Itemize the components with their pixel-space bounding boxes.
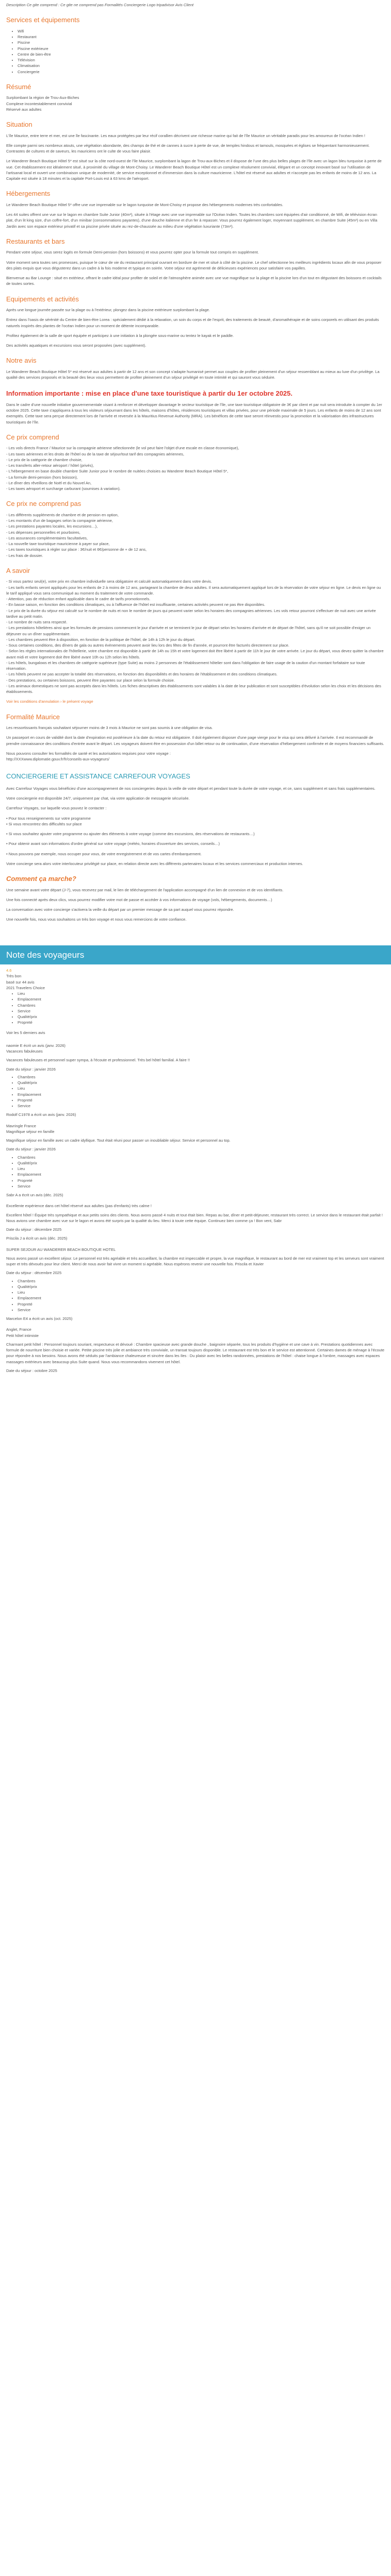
review-text: Charmant petit hôtel : Personnel toujours souriant, respectueux et dévoué : Chambre spacieuse avec grande douche , baignoire séparée, tous les produits d'hygiène et une cave à vin. Prestations quotidiennes avec formule de nourriture bien choisie et variée. Petite piscine très jolie et ambiance très conviviale, un transat toujours disponible. Le restaurant est très bon et le service est attentionné. Certaines dames de ménage à l'écoute pour répondre à nos besoins. Nous avons été séduits par l'ambiance chaleureuse et sincère dans les Iles : Du plaisir avec les belles randonnées, prestations de l'hôtel : chaise longue à l'ombre, massages avec espaces massages extérieurs avec beaucoup plus Suite quand. Nous vous recommandons vivement cet hôtel. <box>6 1342 385 1364</box>
ne-comprend-line: - Les taxes touristiques à régler sur place : 3€/nuit et 6€/personne de + de 12 ans, <box>6 547 147 552</box>
restaurants-title: Restaurants et bars <box>6 237 65 245</box>
formalite-p1: Les ressortissants français souhaitant séjourner moins de 3 mois à Maurice ne sont pas soumis à une obligation de visa. <box>6 725 213 730</box>
review-date: Date du séjour : décembre 2025 <box>6 1270 62 1276</box>
review-title: Magnifique séjour en famille <box>6 1129 55 1134</box>
ce-prix-ne-comprend-pas-title: Ce prix ne comprend pas <box>6 500 82 508</box>
a-savoir-line: - Le prix de la durée du séjour est calculé sur le nombre de nuits et non le nombre de jours qui peuvent varier selon les horaires des compagnies aériennes. Les vols retour pourront s'effectuer de nuit avec une arrivée tardive au petit matin. <box>6 608 376 619</box>
ne-comprend-line: - Les prestations payantes locales, les excursions…), <box>6 524 98 529</box>
comprend-line: - Le dîner des rêveillons de Noël et du Nouvel An, <box>6 480 92 485</box>
a-savoir-line: - Les hôtels peuvent ne pas accepter la totalité des réservations, en fonction des disponibilités et des horaires de l'établissement et des conditions climatiques. <box>6 672 278 677</box>
review-criterion: • Service <box>18 1103 385 1109</box>
equipements-title: Equipements et activités <box>6 295 79 303</box>
service-item: • Télévision <box>18 57 385 63</box>
service-item: • Climatisation <box>18 63 385 69</box>
review-criterion: • Chambres <box>18 1278 385 1284</box>
comment-p4: Une nouvelle fois, nous vous souhaitons un très bon voyage et nous vous remercions de votre confiance. <box>6 917 187 922</box>
review-date: Date du séjour : octobre 2025 <box>6 1368 57 1373</box>
restaurants-p3: Bienvenue au Bar Lounge : situé en extérieur, offrant le cadre idéal pour profiter de soleil et de l'atmosphère animée avec une vue magnifique sur la plage et la piscine lors d'un tout en dégustant des boissons et cocktails de toutes sortes. <box>6 276 382 286</box>
rating-criteria-list <box>6 991 385 1026</box>
rating-total: basé sur 44 avis <box>6 979 35 985</box>
review-criterion: • Chambres <box>18 1074 385 1080</box>
info-title: Information importante : mise en place d'une taxe touristique à partir du 1er octobre 2025. <box>6 389 292 398</box>
review-item <box>6 1043 385 1118</box>
service-item: • Piscine extérieure <box>18 46 385 52</box>
conciergerie-title: CONCIERGERIE ET ASSISTANCE CARREFOUR VOYAGES <box>6 772 190 781</box>
conciergerie-p4: • Pour tous renseignements sur votre programme • Si vous rencontrez des difficultés sur place <box>6 816 91 826</box>
review-author: Anglet, France <box>6 1327 31 1332</box>
review-criteria <box>6 1278 385 1313</box>
resume-title: Résumé <box>6 82 31 91</box>
review-date: Date du séjour : janvier 2026 <box>6 1147 56 1152</box>
comprend-line: - Les taxes aériennes et les droits de l'hôtel ou de la taxe de séjour/tout tarif des compagnies aériennes, <box>6 451 184 456</box>
service-item: • Wifi <box>18 28 385 34</box>
equipements-p1: Après une longue journée passée sur la plage ou à l'extérieur, plongez dans la piscine extérieure surplombant la plage. <box>6 308 210 312</box>
a-savoir-line: - En basse saison, en fonction des conditions climatiques, ou à l'affluence de l'hôtel est insuffisante, certaines activités peuvent ne pas être disponibles. <box>6 602 266 607</box>
service-item: • Piscine <box>18 40 385 45</box>
formalite-p3: Nous pouvons consulter les formalités de santé et les autorisations requises pour votre voyage : http://XXXwww.diplomatie.gouv.fr/fr/conseils-aux-voyageurs/ <box>6 751 171 761</box>
situation-p3: Le Wanderer Beach Boutique Hôtel 5* est situé sur la côte nord-ouest de l'île Maurice, surplombant la lagon de Trou-aux-Biches et il dispose de l'une des plus belles plages de l'île avec un lagon bleu turquoise à perte de vue. Cet établissement est idéalement situé, à proximité du village de Mont-Choisy. Le Wanderer Beach Boutique Hôtel est un complexe résolument convivial, élégant et un concept innovant basé sur l'utilisation de l'artisanat local et ouvert une combinaison unique de modernité, de service exceptionnel et d'immersion dans la culture mauricienne. L'hôtel est réservé aux adultes et n'accepte pas les enfants de moins de 12 ans. La Capitale est située à 18 minutes et la capitale Port-Louis est à 63 kms de l'aéroport. <box>6 159 382 181</box>
comprend-line: - Les transferts aller-retour aéroport / hôtel (privés), <box>6 463 94 468</box>
ce-prix-ne-comprend-pas-list <box>6 512 385 558</box>
top-nav-line[interactable]: Description Ce gite comprend : Ce gite ne comprend pas Formalités Conciergerie Logo tripadvisor Avis Client <box>6 3 194 7</box>
ne-comprend-line: - La nouvelle taxe touristique mauricienne à payer sur place, <box>6 541 110 546</box>
review-criterion: • Lieu <box>18 1290 385 1295</box>
review-criterion: • Chambres <box>18 1155 385 1160</box>
formalite-title: Formalité Maurice <box>6 713 60 721</box>
rating-criterion: • Emplacement <box>18 996 385 1002</box>
comprend-line: - Les vols directs France / Maurice sur la compagnie aérienne sélectionnée (le vol peut faire l'objet d'une escale en classe économique), <box>6 446 239 451</box>
rating-score: 4.6 <box>6 968 12 973</box>
review-title: SUPER SEJOUR AU WANDERER BEACH BOUTIQUE HOTEL <box>6 1247 116 1252</box>
conciergerie-p5: • Si vous souhaitez ajouter votre programme ou ajouter des éléments à votre voyage (comme des excursions, des réservations de restaurants…) <box>6 832 255 836</box>
equipements-p2: Entrez dans l'oasis de sérénité du Centre de bien-être Lorea : spécialement dédié à la relaxation, un soin du corps et de l'esprit, des traitements de beauté, d'aromathérapie et de soins corporels en utilisant des produits naturels inspirés des plantes de l'océan Indien pour un moment de détente incomparable. <box>6 317 379 328</box>
comprend-line: - L'hébergement en base double chambre Suite Junior pour le nombre de nuitées choisies au Wanderer Beach Boutique Hôtel 5*, <box>6 469 229 474</box>
equipements-p3: Profitez également de la salle de sport équipée et participez à une initiation à la plongée sous-marine ou tentez le kayak et le paddle. <box>6 333 234 338</box>
travelers-choice: 2021 Travelers Choice <box>6 985 45 990</box>
review-criterion: • Emplacement <box>18 1092 385 1097</box>
review-author: naomie E écrit un avis (janv. 2026) <box>6 1043 66 1048</box>
rating-criterion: • Chambres <box>18 1003 385 1008</box>
a-savoir-line: - Attention, pas de réduction enfant applicable dans le cadre de tarifs promotionnels. <box>6 597 151 601</box>
last-reviews-label[interactable]: Voir les 5 derniers avis <box>6 1030 45 1035</box>
ce-prix-comprend-list <box>6 445 385 492</box>
review-title: Vacances fabuleuses <box>6 1049 43 1054</box>
review-criterion: • Emplacement <box>18 1295 385 1301</box>
ne-comprend-line: - Les frais de dossier. <box>6 553 43 558</box>
hotel-description <box>0 0 391 936</box>
situation-title: Situation <box>6 121 32 128</box>
hebergements-p2: Les 44 suites offrent une vue sur le lagon en chambre Suite Junior (40m²), située à l'étage avec une vue imprenable sur l'Océan Indien. Toutes les chambres sont équipées d'air conditionné, de Wifi, de télévision écran plat, d'un lit king size, d'un coffre-fort, d'un minibar (consommations payantes), d'une douche italienne et d'un fer à repasser. Vous pourrez également loger, moyennant supplément, en chambre Suite (45m²) ou en Villa Jardin avec son espace extérieur privatif et sa piscine privée située au rez-de-chaussée au milieu d'une végétation luxuriante (73m²). <box>6 212 378 229</box>
ce-prix-comprend-title: Ce prix comprend <box>6 433 59 441</box>
hebergements-title: Hébergements <box>6 190 51 198</box>
rating-summary <box>6 968 385 1036</box>
review-criterion: • Qualité/prix <box>18 1080 385 1086</box>
service-item: • Restaurant <box>18 34 385 40</box>
rating-criterion: • Qualité/prix <box>18 1014 385 1020</box>
a-savoir-line: - Les prestations hôtelières ainsi que les formules de pensions commencent le jour d'arrivée et se terminent le jour de départ selon les horaires d'arrivée et de départ de l'hôtel, sans qu'il ne soit possible d'exiger un déjeuner ou un dîner supplémentaire. <box>6 625 371 636</box>
a-savoir-line: - Sous certaines conditions, des dîners de gala ou autres évènements peuvent avoir lieu lors des fêtes de fin d'année, et pourront être facturés directement sur place. <box>6 643 289 648</box>
notre-avis-p1: Le Wanderer Beach Boutique Hôtel 5* est réservé aux adultes à partir de 12 ans et son concept s'adapte humanisé permet aux couples de profiter pleinement d'un séjour ressemblant au mieux au luxe d'un privilège. La qualité des services proposés et la beauté des lieux vous permettent de profiter pleinement d'un séjour privilégié en toute intimité et qui sauront vous séduire. <box>6 369 380 380</box>
review-criterion: • Lieu <box>18 1086 385 1091</box>
review-criterion: • Service <box>18 1307 385 1313</box>
service-item: • Centre de bien-être <box>18 52 385 57</box>
comprend-line: - Le prix de la catégorie de chambre choisie, <box>6 457 83 462</box>
a-savoir-list <box>6 579 385 694</box>
a-savoir-line: - Si vous partez seul(e), votre prix en chambre individuelle sera obligatoire et calculé automatiquement dans votre devis. <box>6 579 212 584</box>
review-criterion: • Qualité/prix <box>18 1160 385 1166</box>
review-next-author: Rodolf C1978 a écrit un avis (janv. 2026) <box>6 1112 76 1117</box>
review-author: Mavringle France <box>6 1123 36 1128</box>
rating-label: Très bon <box>6 974 22 979</box>
comment-title: Comment ça marche? <box>6 875 76 883</box>
review-text: Excellent hôtel ! Équipe très sympathique et aux petits soins des clients. Nous avons passé 4 nuits et tout était bien. Repas au bar, dîner et petit-déjeuner, restaurant très correct. Le service dans le restaurant était parfait ! Nous avions une chambre avec vue sur le lagon et avons été surpris par la qualité du lieu. Merci à toute cette équipe. Continuez bien comme ça ! Bon vent, Sabr <box>6 1212 383 1223</box>
formalite-p2: Un passeport en cours de validité dont la date d'expiration est postérieure à la date du retour est obligatoire. Il doit également disposer d'une page vierge pour le visa qui sera délivré à l'arrivée. Il est recommandé de prendre connaissance des conditions d'entrée avant le départ. Les voyageurs doivent être en possession d'un billet retour ou de continuation, d'une réservation d'hébergement confirmée et de moyens financiers suffisants. <box>6 735 384 746</box>
a-savoir-line: - Les chambres peuvent être à disposition, en fonction de la politique de l'hôtel, de 14h à 12h le jour du départ. <box>6 637 196 642</box>
conciergerie-p2: Votre conciergerie est disponible 24/7, uniquement par chat, via votre application de messagerie sécurisée. <box>6 796 190 801</box>
rating-criterion: • Service <box>18 1008 385 1014</box>
review-date: Date du séjour : janvier 2026 <box>6 1066 56 1072</box>
comment-p3: La conversation avec votre concierge s'activera la veille du départ par un premier message de sa part auquel vous pourrez répondre. <box>6 907 234 912</box>
ne-comprend-line: - Les assurances complémentaires facultatives, <box>6 535 88 540</box>
review-criteria <box>6 1155 385 1190</box>
info-p1: Dans le cadre d'une nouvelle initiative gouvernementale visant à renforcer et développer davantage le secteur touristique de l'île, une taxe touristique obligatoire de 3€ par client et par nuit sera introduite à compter du 1er octobre 2025. Cette taxe s'appliquera à tous les visiteurs séjournant dans les hôtels, maisons d'hôtes, résidences touristiques et villas privées, pour une période maximale de 5 jours. Les enfants de moins de 12 ans sont exemptés. Cette taxe sera perçue directement lors de l'arrivée et reversée à la Mauritius Revenue Authority (MRA). Les bénéfices de cette taxe seront réinvestis pour la promotion et la valorisation des infrastructures touristiques de l'île. <box>6 402 382 425</box>
review-item <box>6 1203 385 1241</box>
restaurants-p2: Votre moment sera toutes ses promesses, puisque le cœur de vie du restaurant principal ouvrant en bordure de mer et situé à côté de la piscine. Le chef sélectionne les meilleurs ingrédients locaux afin de vous proposer des plats exquis que vous dégusterez dans un cadre à la fois moderne et typique en soirée. Votre séjour est agrémenté de délicieuses expériences pour satisfaire vos papilles. <box>6 260 382 270</box>
reviews-list <box>6 1043 385 1374</box>
review-criterion: • Emplacement <box>18 1172 385 1177</box>
review-criteria <box>6 1074 385 1109</box>
restaurants-p1: Pendant votre séjour, vous serez logés en formule Demi-pension (hors boissons) et vous pourrez opter pour la formule tout compris en supplément. <box>6 250 259 255</box>
a-savoir-title: A savoir <box>6 566 30 574</box>
situation-p1: L'île Maurice, entre terre et mer, est une île fascinante. Les eaux protégées par leur récif corallien décrivent une richesse marine qui fait de l'île Maurice un véritable paradis pour les amoureux de l'océan Indien ! <box>6 133 365 138</box>
a-savoir-line: - Le nombre de nuits sera respecté. <box>6 620 68 624</box>
services-title: Services et équipements <box>6 16 80 24</box>
review-title: Excellente expérience dans cet hôtel réservé aux adultes (pas d'enfants) très calme ! <box>6 1204 152 1209</box>
a-savoir-line: - Les animaux domestiques ne sont pas acceptés dans les hôtels. Les fiches descriptives des établissements sont valables à la date de leur publication et sont susceptibles d'évolution selon les choix et les décisions des établissements. <box>6 683 381 694</box>
situation-p2: Elle compte parmi ses nombreux atouts, une végétation abondante, des champs de thé et de cannes à sucre à perte de vue, de temples hindous et tamouls, mosquées et églises se fréquentant harmonieusement. Contrastes de cultures et de saveurs, les mauriciens ont le culte de vous faire plaisir. <box>6 143 370 154</box>
resume-text: Surplombant la région de Trou-Aux-Biches Complexe incontestablement convivial Réservé aux adultes <box>6 95 79 112</box>
review-next-author: Sabr A a écrit un avis (déc. 2025) <box>6 1193 63 1197</box>
review-next-author: Marcelon E4 a écrit un avis (oct. 2025) <box>6 1316 73 1321</box>
notre-avis-title: Notre avis <box>6 357 37 365</box>
hebergements-p1: Le Wanderer Beach Boutique Hôtel 5* offre une vue imprenable sur le lagon turquoise de Mont-Choisy et propose des hébergements modernes très confortables. <box>6 202 283 207</box>
a-savoir-line: - Les hôtels, bungalows et les chambres de catégorie supérieure (type Suite) au moins 2 personnes de l'établissement hôtelier sont dans l'obligation de faire usage de la caution d'un montant forfaitaire sur toute réservation. <box>6 660 365 671</box>
review-text: Nous avons passé un excellent séjour. Le personnel est très agréable et très accueillant, la chambre est impeccable et propre, la vue magnifique, le restaurant au bord de mer est vraiment top et les serveurs sont vraiment super et très dévoués pour leur client. Merci de nous avoir fait vivre un moment si agréable. Nous espérons revenir une nouvelle fois. Priscila et Xavier <box>6 1256 384 1266</box>
review-item <box>6 1123 385 1198</box>
review-criterion: • Propreté <box>18 1301 385 1307</box>
review-next-author: Priscila J a écrit un avis (déc. 2025) <box>6 1236 68 1241</box>
reviews-section <box>0 964 391 1382</box>
a-savoir-line: - Des prestations, ou certaines boissons, peuvent être payantes sur place selon la formule choisie. <box>6 677 175 683</box>
a-savoir-line: - Les tarifs enfants seront appliqués pour les enfants de 2 à moins de 12 ans, partageant la chambre de deux adultes. Il sera automatiquement appliqué lors de la réservation de votre séjour en ligne. Le devis en ligne ou le tarif appliqué vous sera communiqué au moment du traitement de votre commande. <box>6 585 381 596</box>
reviews-band: Note des voyageurs <box>0 945 391 965</box>
ne-comprend-line: - Les différents suppléments de chambre et de pension en option, <box>6 512 119 517</box>
conciergerie-p7: • Nous pouvons par exemple, nous occuper pour vous, de votre enregistrement et de vos cartes d'embarquement. <box>6 851 202 856</box>
review-date: Date du séjour : décembre 2025 <box>6 1227 62 1232</box>
comment-p1: Une semaine avant votre départ (J-7), vous recevrez par mail, le lien de téléchargement de l'application accompagné d'un lien de connexion et de vos identifiants. <box>6 887 284 892</box>
conciergerie-p3: Carrefour Voyages, sur laquelle vous pouvez le contacter : <box>6 806 107 811</box>
conciergerie-p8: Votre concierge sera alors votre interlocuteur privilégié sur place, en relation directe avec les différents partenaires locaux et les services commerciaux et production internes. <box>6 861 303 866</box>
review-criterion: • Service <box>18 1183 385 1189</box>
review-title: Petit hôtel intimiste <box>6 1333 39 1338</box>
services-list <box>6 28 385 75</box>
comprend-line: - Les taxes aéroport et surcharge carburant (soumises à variation). <box>6 486 121 491</box>
rating-criterion: • Lieu <box>18 991 385 996</box>
rating-criterion: • Propreté <box>18 1020 385 1025</box>
equipements-p4: Des activités aquatiques et excursions vous seront proposées (avec supplément). <box>6 343 146 348</box>
review-item <box>6 1327 385 1374</box>
a-savoir-line: - Selon les règles internationales de l'hôtellerie, votre chambre est disponible à partir de 14h ou 15h et votre logement doit être libéré à partir de 11h le jour de votre arrivée. Le jour du départ, vous devez quitter la chambre avant midi et votre logement doit être libéré avant 10h ou 12h selon les hôtels. <box>6 649 384 659</box>
review-criterion: • Lieu <box>18 1166 385 1172</box>
review-text: Vacances fabuleuses et personnel super sympa, à l'écoute et professionnel. Très bel hôtel familial. A faire !! <box>6 1058 190 1063</box>
review-item <box>6 1247 385 1322</box>
review-criterion: • Qualité/prix <box>18 1284 385 1290</box>
comment-p2: Une fois connecté après deux clics, vous pourrez modifier votre mot de passe et accéder à vos informations de voyage (vols, hébergements, documents…) <box>6 897 272 902</box>
conciergerie-p6: • Pour obtenir avant son informations d'ordre général sur votre voyage (météo, horaires d'ouverture des services, conseils…) <box>6 841 220 846</box>
review-criterion: • Propreté <box>18 1178 385 1183</box>
ne-comprend-line: - Les montants d'un de bagages selon la compagnie aérienne, <box>6 518 113 523</box>
cancel-conditions-link[interactable]: Voir les conditions d'annulation › le présent voyage <box>6 699 93 704</box>
conciergerie-p1: Avec Carrefour Voyages vous bénéficiez d'une accompagnement de nos conciergeries depuis la veille de votre départ et pendant toute la durée de votre voyage, et ce, sans supplément et sans frais supplémentaires. <box>6 786 376 791</box>
review-text: Magnifique séjour en famille avec un cadre idyllique. Tout était réuni pour passer un inoubliable séjour. Service et personnel au top. <box>6 1138 231 1143</box>
review-criterion: • Propreté <box>18 1097 385 1103</box>
comprend-line: - La formule demi-pension (hors boisson), <box>6 474 78 480</box>
service-item: • Conciergerie <box>18 69 385 75</box>
ne-comprend-line: - Les dépenses personnelles et pourboires, <box>6 530 80 535</box>
